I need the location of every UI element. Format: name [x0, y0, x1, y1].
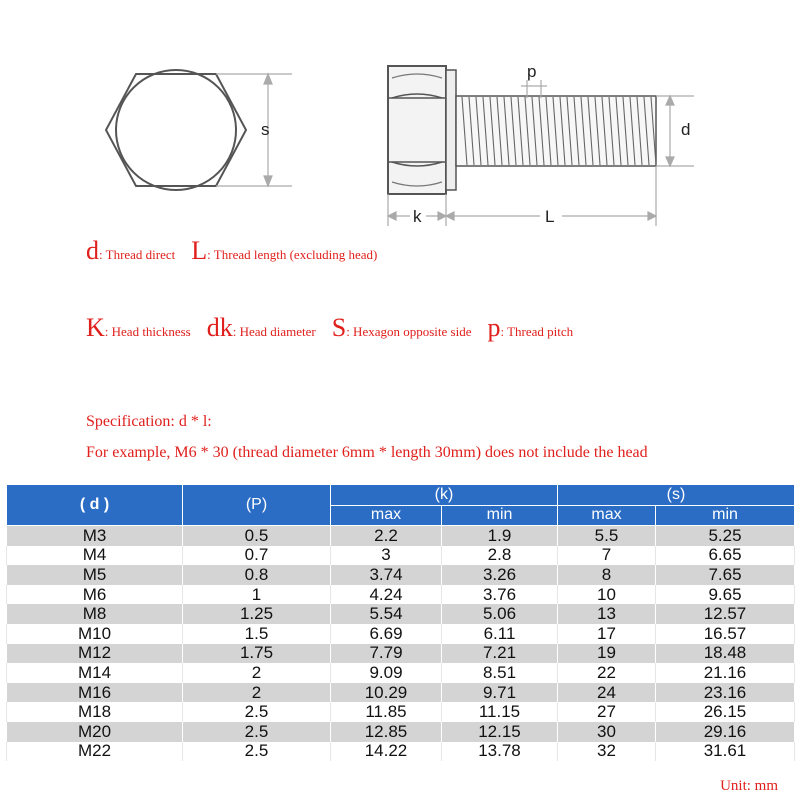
table-cell: 2.8 [442, 546, 558, 566]
table-cell: 3.26 [442, 565, 558, 585]
legend-line-1 [86, 236, 393, 266]
table-cell: 1.25 [183, 604, 331, 624]
table-row [7, 702, 795, 722]
table-row [7, 624, 795, 644]
table-cell: 6.11 [442, 624, 558, 644]
table-cell: M10 [7, 624, 183, 644]
bolt-diagram [0, 0, 800, 240]
table-row [7, 546, 795, 566]
table-cell: 2.5 [183, 702, 331, 722]
table-cell: 4.24 [331, 585, 442, 605]
table-cell: 3.74 [331, 565, 442, 585]
table-cell: 7.21 [442, 644, 558, 664]
table-cell: 16.57 [656, 624, 795, 644]
table-cell: 10.29 [331, 683, 442, 703]
table-cell: 31.61 [656, 742, 795, 762]
table-cell: 19 [558, 644, 656, 664]
header-p: (P) [183, 485, 331, 526]
legend-text: : Head thickness [104, 324, 191, 339]
table-cell: M4 [7, 546, 183, 566]
table-cell: M20 [7, 722, 183, 742]
legend-symbol: d [86, 236, 99, 265]
table-cell: 18.48 [656, 644, 795, 664]
table-row [7, 585, 795, 605]
table-cell: 7 [558, 546, 656, 566]
table-cell: 3.76 [442, 585, 558, 605]
table-cell: 30 [558, 722, 656, 742]
table-row [7, 526, 795, 546]
table-cell: 14.22 [331, 742, 442, 762]
legend-symbol: K [86, 313, 105, 342]
table-cell: 0.5 [183, 526, 331, 546]
table-cell: 5.06 [442, 604, 558, 624]
table-cell: 9.65 [656, 585, 795, 605]
table-cell: 3 [331, 546, 442, 566]
table-body [7, 526, 795, 762]
header-k: (k) [331, 485, 558, 506]
table-cell: 12.85 [331, 722, 442, 742]
table-cell: 23.16 [656, 683, 795, 703]
table-row [7, 565, 795, 585]
label-L: L [545, 207, 555, 226]
table-cell: 9.09 [331, 663, 442, 683]
table-cell: M14 [7, 663, 183, 683]
table-cell: 8.51 [442, 663, 558, 683]
table-cell: 1.9 [442, 526, 558, 546]
table-cell: 29.16 [656, 722, 795, 742]
table-cell: 24 [558, 683, 656, 703]
table-cell: 13 [558, 604, 656, 624]
table-row [7, 742, 795, 762]
header-s: (s) [558, 485, 795, 506]
legend-text: : Thread length (excluding head) [207, 247, 378, 262]
table-cell: M12 [7, 644, 183, 664]
table-cell: 5.25 [656, 526, 795, 546]
label-d: d [681, 120, 691, 139]
table-cell: 13.78 [442, 742, 558, 762]
table-cell: 1 [183, 585, 331, 605]
table-row [7, 663, 795, 683]
table-cell: 17 [558, 624, 656, 644]
header-k-min: min [442, 505, 558, 526]
table-row [7, 604, 795, 624]
legend-text: : Thread direct [99, 247, 176, 262]
table-cell: 27 [558, 702, 656, 722]
table-cell: 6.69 [331, 624, 442, 644]
table-cell: 10 [558, 585, 656, 605]
table-cell: M16 [7, 683, 183, 703]
label-p: p [527, 62, 537, 81]
bolt-spec-table-container [6, 484, 794, 761]
table-cell: 2.5 [183, 722, 331, 742]
header-s-max: max [558, 505, 656, 526]
hex-head-top-view [106, 70, 246, 190]
label-k: k [413, 207, 422, 226]
table-cell: 5.54 [331, 604, 442, 624]
spec-title: Specification: d * l: [86, 413, 212, 430]
header-k-max: max [331, 505, 442, 526]
legend-symbol: S [331, 313, 347, 342]
table-cell: 21.16 [656, 663, 795, 683]
legend-text: : Thread pitch [500, 324, 574, 339]
table-row [7, 644, 795, 664]
legend-text: : Head diameter [232, 324, 316, 339]
table-row [7, 683, 795, 703]
table-cell: 1.5 [183, 624, 331, 644]
table-cell: 2.2 [331, 526, 442, 546]
table-cell: 22 [558, 663, 656, 683]
label-s: s [261, 120, 270, 139]
header-s-min: min [656, 505, 795, 526]
table-cell: M6 [7, 585, 183, 605]
table-cell: M22 [7, 742, 183, 762]
legend-symbol: L [191, 236, 208, 265]
legend-symbol: p [487, 313, 501, 342]
table-cell: 12.57 [656, 604, 795, 624]
table-cell: 9.71 [442, 683, 558, 703]
table-cell: 6.65 [656, 546, 795, 566]
table-cell: 11.85 [331, 702, 442, 722]
table-cell: M8 [7, 604, 183, 624]
table-row [7, 722, 795, 742]
table-cell: 2 [183, 663, 331, 683]
table-cell: M3 [7, 526, 183, 546]
table-cell: 8 [558, 565, 656, 585]
legend-line-2 [86, 313, 589, 343]
header-d: ( d ) [7, 485, 183, 526]
table-cell: 11.15 [442, 702, 558, 722]
table-cell: 2.5 [183, 742, 331, 762]
table-cell: 7.79 [331, 644, 442, 664]
table-cell: 26.15 [656, 702, 795, 722]
bolt-spec-table [6, 484, 795, 761]
table-cell: 12.15 [442, 722, 558, 742]
table-cell: M5 [7, 565, 183, 585]
table-cell: 5.5 [558, 526, 656, 546]
spec-example: For example, M6 * 30 (thread diameter 6mm * length 30mm) does not include the head [86, 444, 648, 461]
bolt-side-view [388, 66, 656, 194]
legend-text: : Hexagon opposite side [346, 324, 472, 339]
unit-label: Unit: mm [720, 778, 778, 794]
table-cell: M18 [7, 702, 183, 722]
table-cell: 1.75 [183, 644, 331, 664]
table-cell: 0.8 [183, 565, 331, 585]
legend-symbol: dk [206, 313, 233, 342]
table-cell: 7.65 [656, 565, 795, 585]
table-cell: 0.7 [183, 546, 331, 566]
dimension-s [216, 74, 292, 186]
table-cell: 32 [558, 742, 656, 762]
table-cell: 2 [183, 683, 331, 703]
